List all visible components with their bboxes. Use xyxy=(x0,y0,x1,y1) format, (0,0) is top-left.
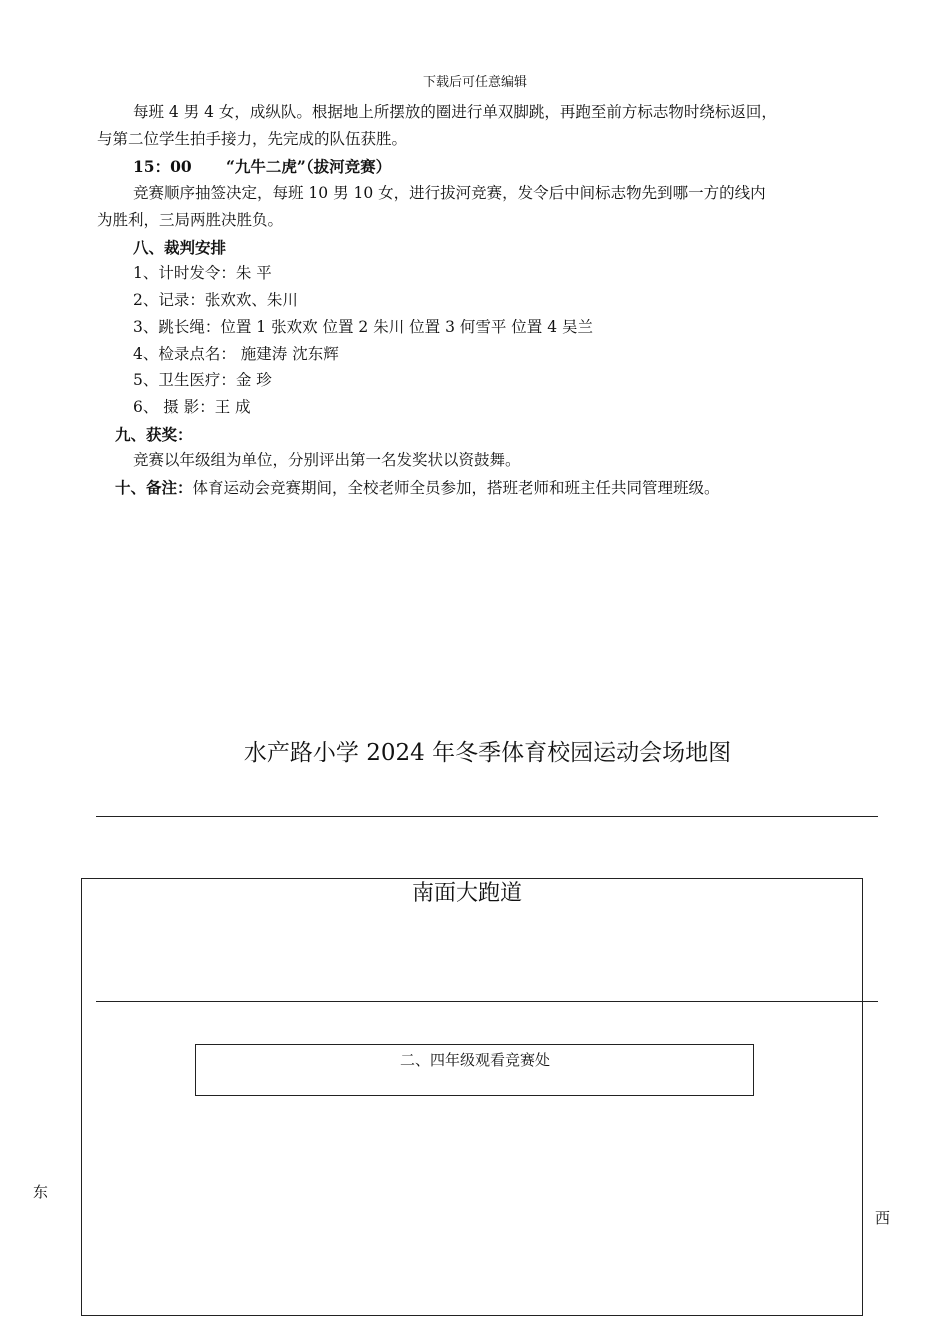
referee-item: 5、卫生医疗：金 珍 xyxy=(133,371,272,389)
east-label: 东 xyxy=(33,1183,49,1201)
tug-time: 15：00 xyxy=(133,157,192,176)
south-track-label: 南面大跑道 xyxy=(412,881,523,906)
referee-item: 6、 摄 影：王 成 xyxy=(133,398,251,416)
tug-rules-line-2: 为胜利，三局两胜决胜负。 xyxy=(97,211,284,229)
notes-heading: 十、备注： xyxy=(115,478,193,497)
tug-title: “九牛二虎”（拔河竞赛） xyxy=(226,157,392,176)
relay-rules-line-1: 每班 4 男 4 女，成纵队。根据地上所摆放的圈进行单双脚跳，再跑至前方标志物时绕标返回， xyxy=(133,103,777,121)
referee-item: 3、跳长绳：位置 1 张欢欢 位置 2 朱川 位置 3 何雪平 位置 4 吴兰 xyxy=(133,318,594,336)
title-divider xyxy=(96,816,878,817)
referee-item: 1、计时发令：朱 平 xyxy=(133,264,272,282)
referee-item: 2、记录：张欢欢、朱川 xyxy=(133,291,298,309)
notes-text: 体育运动会竞赛期间，全校老师全员参加，搭班老师和班主任共同管理班级。 xyxy=(192,479,720,497)
field-map-border xyxy=(81,878,863,1316)
tug-rules-line-1: 竞赛顺序抽签决定，每班 10 男 10 女，进行拔河竞赛，发令后中间标志物先到哪一方的线内 xyxy=(133,184,766,202)
awards-heading: 九、获奖： xyxy=(115,425,193,444)
page-header: 下载后可任意编辑 xyxy=(422,75,527,90)
map-title: 水产路小学 2024 年冬季体育校园运动会场地图 xyxy=(243,740,732,766)
viewing-area-label: 二、四年级观看竞赛处 xyxy=(399,1051,550,1069)
notes-line xyxy=(115,474,720,502)
track-divider xyxy=(96,1001,878,1002)
referee-item: 4、检录点名： 施建涛 沈东辉 xyxy=(133,345,339,363)
referee-heading: 八、裁判安排 xyxy=(133,238,227,257)
west-label: 西 xyxy=(875,1209,891,1227)
relay-rules-line-2: 与第二位学生拍手接力，先完成的队伍获胜。 xyxy=(97,130,408,148)
awards-text: 竞赛以年级组为单位，分别评出第一名发奖状以资鼓舞。 xyxy=(133,451,521,469)
